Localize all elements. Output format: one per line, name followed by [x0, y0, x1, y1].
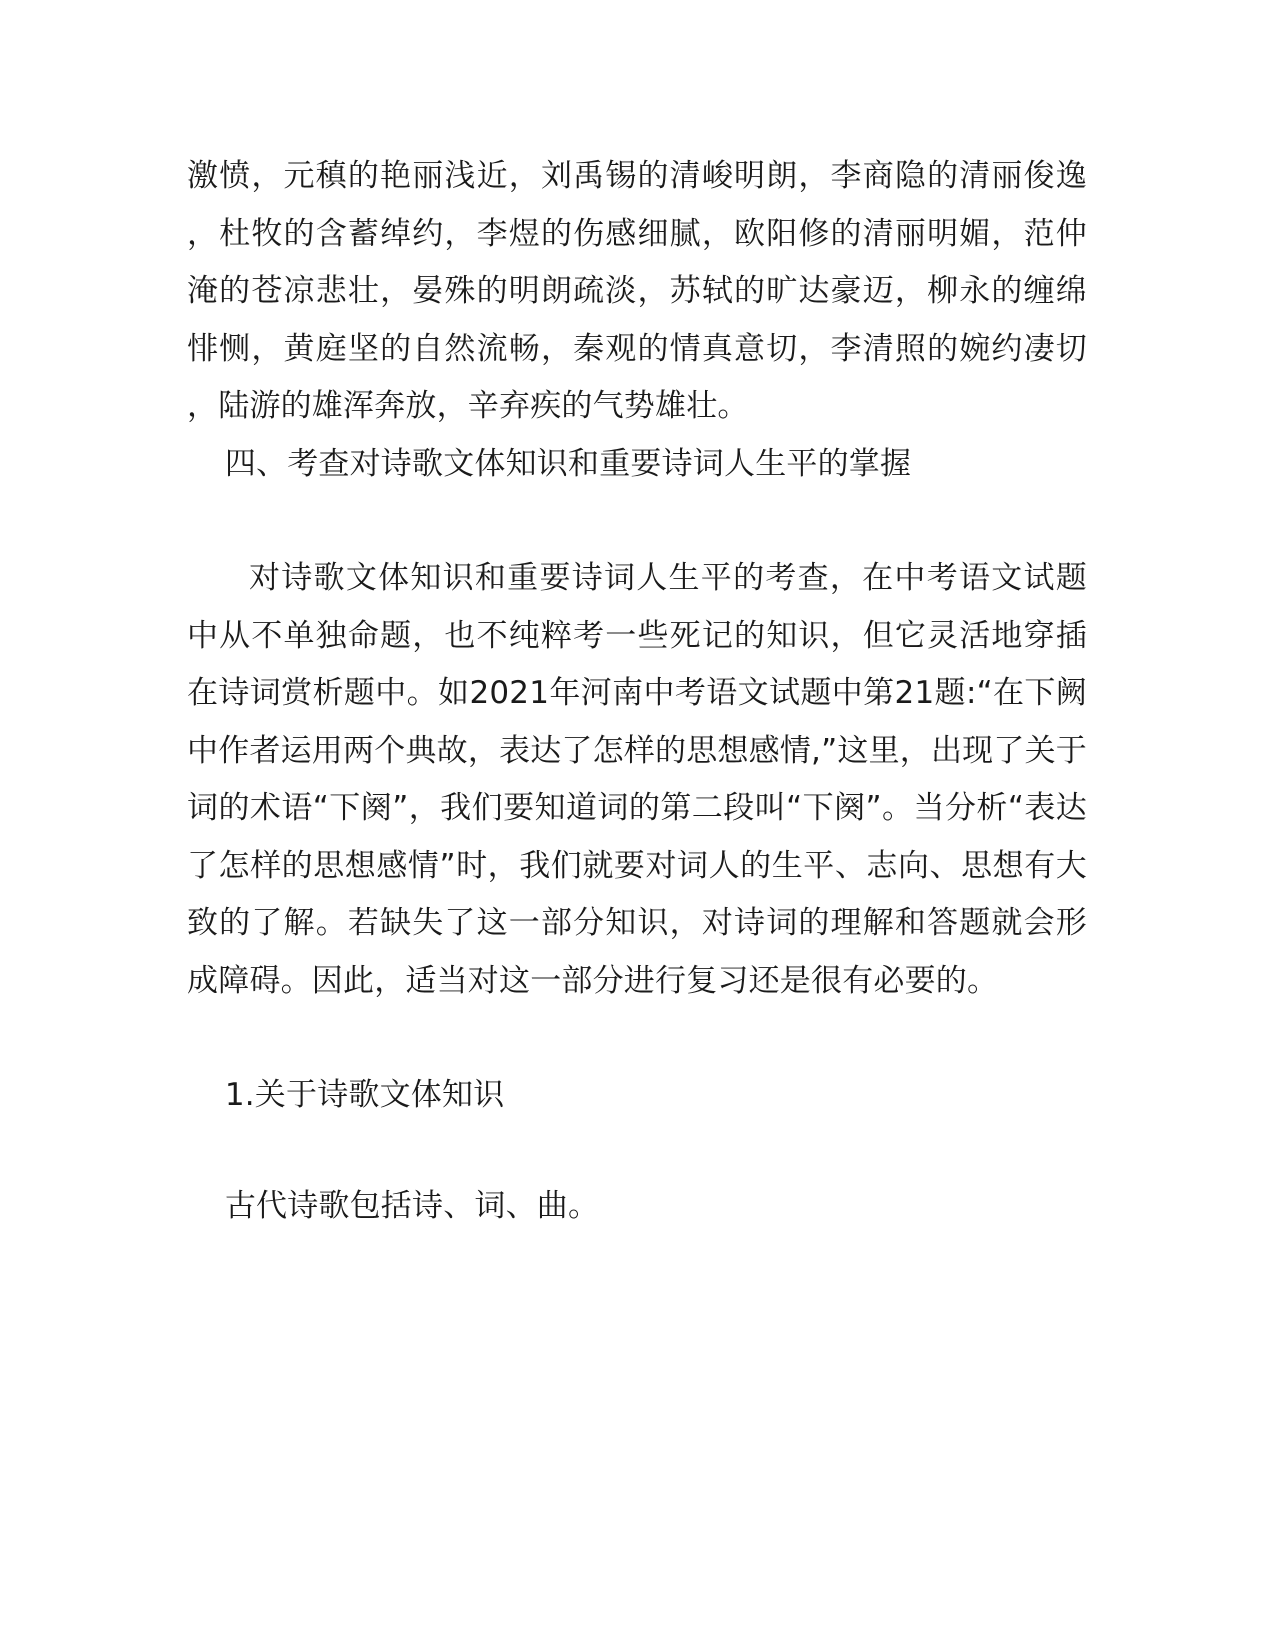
subheading-poetry-genre: 1.关于诗歌文体知识 [224, 1077, 505, 1113]
section-heading-4: 四、考查对诗歌文体知识和重要诗词人生平的掌握 [224, 445, 912, 482]
document-body [187, 148, 1087, 1235]
paragraph-poet-styles: 激愤，元稹的艳丽浅近，刘禹锡的清峻明朗，李商隐的清丽俊逸，杜牧的含蓄绰约，李煜的伤感细腻，欧阳修的清丽明媚，范仲淹的苍凉悲壮，晏殊的明朗疏淡，苏轼的旷达豪迈，柳永的缠绵悱恻，黄庭坚的自然流畅，秦观的情真意切，李清照的婉约凄切，陆游的雄浑奔放，辛弃疾的气势雄壮。 [187, 158, 1087, 424]
paragraph-exam-analysis: 对诗歌文体知识和重要诗词人生平的考查，在中考语文试题中从不单独命题，也不纯粹考一些死记的知识，但它灵活地穿插在诗词赏析题中。如2021年河南中考语文试题中第21题:“在下阙中作者运用两个典故，表达了怎样的思想感情,”这里，出现了关于词的术语“下阕”，我们要知道词的第二段叫“下阕”。当分析“表达了怎样的思想感情”时，我们就要对词人的生平、志向、思想有大致的了解。若缺失了这一部分知识，对诗词的理解和答题就会形成障碍。因此，适当对这一部分进行复习还是很有必要的。 [187, 560, 1087, 999]
paragraph-poetry-types: 古代诗歌包括诗、词、曲。 [224, 1187, 600, 1224]
